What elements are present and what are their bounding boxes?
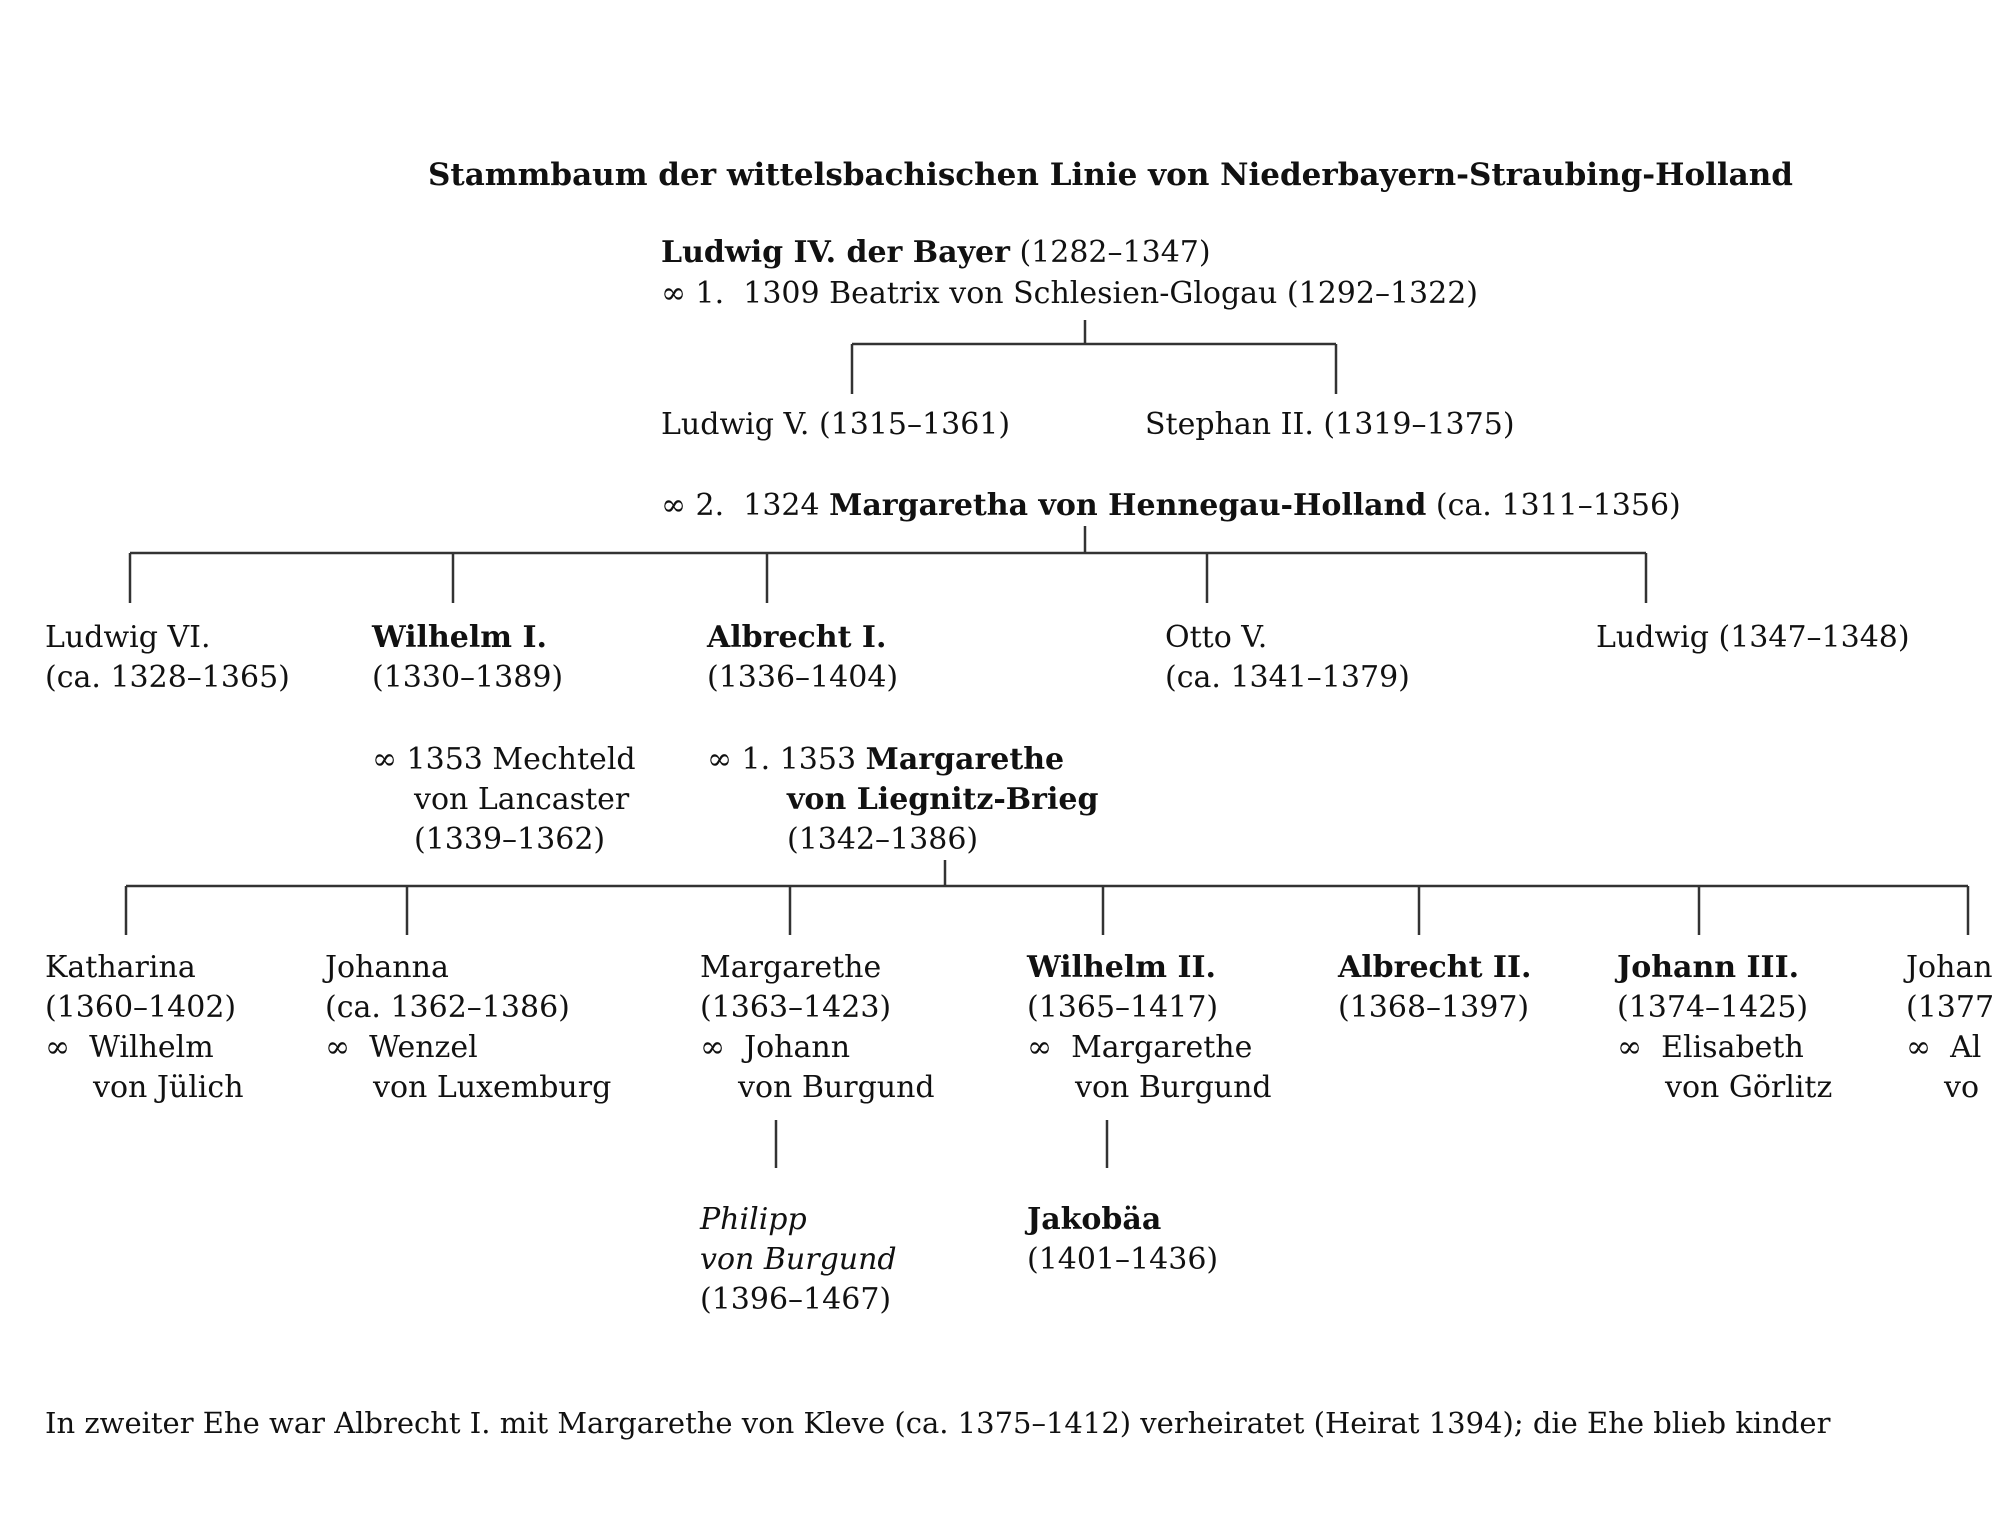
marriage-symbol: ∞	[1906, 1030, 1931, 1065]
person-dates: (1374–1425)	[1617, 990, 1809, 1025]
marriage-line: ∞ 1353 Mechteld	[372, 742, 636, 777]
spouse-name: Margarethe	[865, 742, 1065, 777]
marriage-line: von Lancaster	[414, 782, 630, 817]
spouse-name: vo	[1944, 1070, 1980, 1105]
person-wilhelm-i	[372, 618, 563, 698]
person-ludwig-vi	[45, 618, 290, 698]
person-dates: (1315–1361)	[818, 407, 1011, 442]
person-dates: (ca. 1341–1379)	[1165, 660, 1410, 695]
marriage-symbol: ∞	[1027, 1030, 1052, 1065]
person-name: Katharina	[45, 950, 196, 985]
spouse-name: von Luxemburg	[373, 1070, 612, 1105]
spouse-name: von Burgund	[738, 1070, 935, 1105]
spouse-name: Margarethe	[1071, 1030, 1253, 1065]
person-dates: (1330–1389)	[372, 660, 564, 695]
person-dates: (1319–1375)	[1323, 407, 1515, 442]
person-dates: (1347–1348)	[1718, 620, 1910, 655]
spouse-name: Wilhelm	[89, 1030, 214, 1065]
person-dates: (1336–1404)	[707, 660, 899, 695]
root-name: Ludwig IV. der Bayer	[661, 235, 1010, 270]
spouse-name: von Burgund	[1075, 1070, 1272, 1105]
person-dates: (1365–1417)	[1027, 990, 1219, 1025]
person-jakobaea	[1027, 1200, 1218, 1280]
marriage-prefix: ∞ 1.	[661, 276, 725, 311]
marriage-prefix: ∞ 2.	[661, 488, 725, 523]
spouse-name: Wenzel	[369, 1030, 478, 1065]
marriage-symbol: ∞	[1617, 1030, 1642, 1065]
footnote: In zweiter Ehe war Albrecht I. mit Margarethe von Kleve (ca. 1375–1412) verheiratet (Heirat 1394); die Ehe blieb kinder	[45, 1406, 1831, 1440]
person-name: Margarethe	[700, 950, 882, 985]
person-dates: (1363–1423)	[700, 990, 892, 1025]
spouse-name: von Liegnitz-Brieg	[787, 782, 1099, 817]
person-dates: (ca. 1362–1386)	[325, 990, 570, 1025]
person-name: Albrecht II.	[1338, 950, 1532, 985]
albrecht-i-marriage	[707, 740, 1098, 860]
spouse-name: Al	[1950, 1030, 1982, 1065]
person-dates: (1377	[1906, 990, 1995, 1025]
person-name: Johann III.	[1617, 950, 1800, 985]
person-stephan-ii	[1145, 405, 1515, 445]
spouse-name: Elisabeth	[1661, 1030, 1804, 1065]
page-title: Stammbaum der wittelsbachischen Linie von Niederbayern-Straubing-Holland	[428, 157, 1793, 193]
person-name: Jakobäa	[1027, 1202, 1162, 1237]
marriage-line: (1339–1362)	[414, 822, 606, 857]
person-johann-cut	[1906, 948, 1994, 1108]
root-dates: (1282–1347)	[1019, 235, 1211, 270]
person-ludwig-v	[661, 405, 1010, 445]
root-person	[661, 233, 1211, 273]
person-otto-v	[1165, 618, 1410, 698]
marriage-prefix: ∞ 1.	[707, 742, 771, 777]
person-name: Johan	[1906, 950, 1993, 985]
spouse-name: von Jülich	[93, 1070, 244, 1105]
person-dates: (ca. 1328–1365)	[45, 660, 290, 695]
person-wilhelm-ii	[1027, 948, 1272, 1108]
person-dates: (1401–1436)	[1027, 1242, 1219, 1277]
person-dates: (1360–1402)	[45, 990, 237, 1025]
marriage-symbol: ∞	[45, 1030, 70, 1065]
person-dates: (1396–1467)	[700, 1282, 892, 1317]
person-name: von Burgund	[700, 1242, 897, 1277]
person-katharina	[45, 948, 244, 1108]
person-philipp	[700, 1200, 897, 1320]
marriage-year: 1353	[779, 742, 857, 777]
person-name: Wilhelm I.	[372, 620, 547, 655]
first-marriage	[661, 274, 1478, 314]
person-name: Ludwig V.	[661, 407, 810, 442]
person-name: Wilhelm II.	[1027, 950, 1216, 985]
person-name: Stephan II.	[1145, 407, 1314, 442]
spouse-dates: (ca. 1311–1356)	[1435, 488, 1681, 523]
person-dates: (1368–1397)	[1338, 990, 1530, 1025]
person-name: Ludwig	[1596, 620, 1709, 655]
person-name: Otto V.	[1165, 620, 1268, 655]
person-johann-iii	[1617, 948, 1832, 1108]
person-name: Ludwig VI.	[45, 620, 211, 655]
marriage-text: 1309 Beatrix von Schlesien-Glogau (1292–1322)	[743, 276, 1479, 311]
person-ludwig	[1596, 618, 1910, 658]
spouse-name: Margaretha von Hennegau-Holland	[829, 488, 1427, 523]
person-name: Philipp	[700, 1202, 807, 1237]
person-albrecht-i	[707, 618, 898, 698]
second-marriage	[661, 486, 1681, 526]
spouse-name: Johann	[744, 1030, 851, 1065]
marriage-symbol: ∞	[325, 1030, 350, 1065]
wilhelm-i-marriage	[372, 740, 636, 860]
marriage-symbol: ∞	[700, 1030, 725, 1065]
marriage-year: 1324	[743, 488, 820, 523]
person-name: Johanna	[325, 950, 449, 985]
spouse-dates: (1342–1386)	[787, 822, 979, 857]
person-name: Albrecht I.	[707, 620, 887, 655]
person-albrecht-ii	[1338, 948, 1531, 1028]
spouse-name: von Görlitz	[1665, 1070, 1833, 1105]
person-johanna	[325, 948, 611, 1108]
person-margarethe	[700, 948, 935, 1108]
